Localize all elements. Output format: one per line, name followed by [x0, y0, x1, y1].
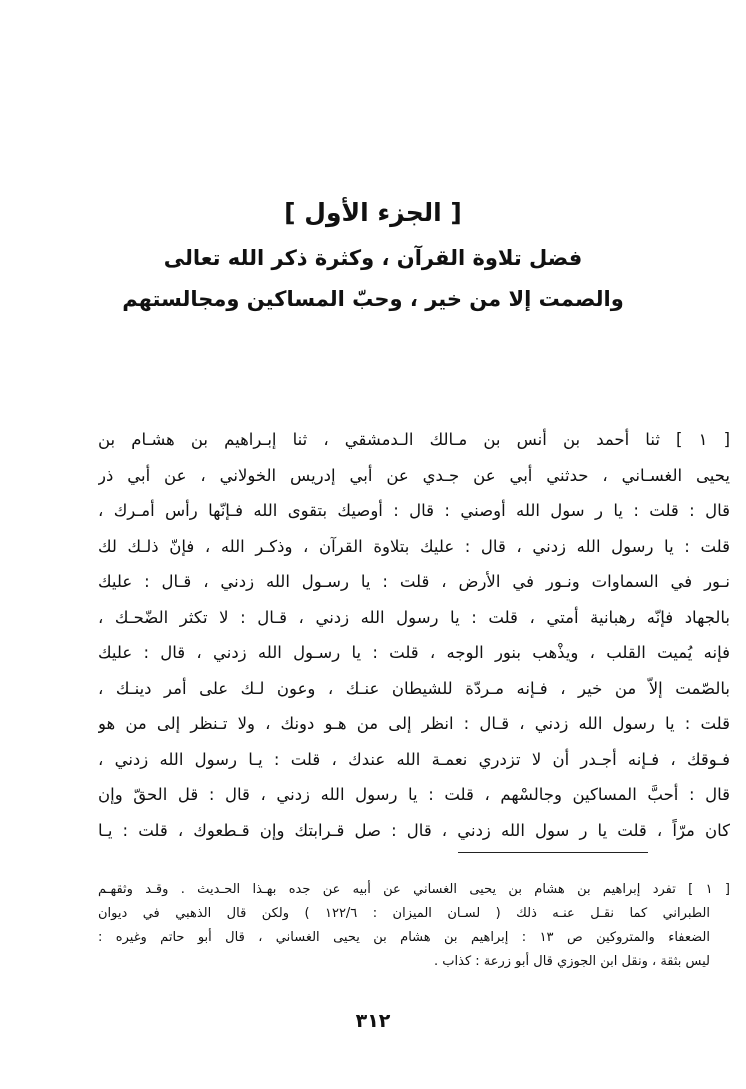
- chapter-heading-line-2: والصمت إلا من خير ، وحبّ المساكين ومجالستهم: [122, 287, 624, 311]
- text-line: فـوقك ، فـإنه أجـدر أن لا تزدري نعمـة الله عندك ، قلت : يـا رسول الله زدني ،: [98, 749, 730, 769]
- text-line: فإنه يُميت القلب ، ويذْهب بنور الوجه ، قلت : يا رسـول الله زدني ، قال : عليك: [98, 643, 730, 662]
- text-line: قال : قلت : يا ر سول الله أوصني : قال : أوصيك بتقوى الله فـإنّها رأس أمـرك ،: [98, 501, 730, 520]
- hadith-text: [98, 422, 730, 848]
- text-line: نـور في السماوات ونـور في الأرض ، قلت : يا رسـول الله زدني ، قـال : عليك: [98, 572, 730, 591]
- footnote-line: [ ١ ] تفرد إبراهيم بن هشام بن يحيى الغساني عن أبيه عن جده بهـذا الحـديث . وقـد وثقهـم: [98, 882, 730, 897]
- footnote-line: الضعفاء والمتروكين ص ١٣ : إبراهيم بن هشام بن يحيى الغساني ، قال أبو حاتم وغيره :: [98, 930, 710, 945]
- text-line: [ ١ ] ثنا أحمد بن أنس بن مـالك الـدمشقي ، ثنا إبـراهيم بن هشـام بن: [98, 430, 730, 449]
- chapter-heading-line-1: فضل تلاوة القرآن ، وكثرة ذكر الله تعالى: [163, 246, 583, 270]
- footnote-divider: [458, 852, 648, 853]
- footnote-line: ليس بثقة ، ونقل ابن الجوزي قال أبو زرعة : كذاب .: [434, 954, 710, 969]
- text-line: بالجهاد فإنّه رهبانية أمتي ، قلت : يا رسول الله زدني ، قـال : لا تكثر الضّحـك ،: [98, 607, 730, 627]
- text-line: يحيى الغسـاني ، حدثني أبي عن جـدي عن أبي إدريس الخولاني ، عن أبي ذر: [98, 465, 730, 485]
- text-line: قال : أحبَّ المساكين وجالسْهم ، قلت : يا رسول الله زدني ، قال : قل الحقّ وإن: [98, 785, 730, 804]
- footnote: [98, 878, 730, 974]
- part-title: [ الجزء الأول ]: [284, 198, 462, 227]
- text-line: قلت : يا رسول الله زدني ، قال : عليك بتلاوة القرآن ، وذكـر الله ، فإنّ ذلـك لك: [98, 536, 730, 556]
- footnote-line: الطبراني كما نقـل عنـه ذلك ( لسـان الميزان : ١٢٢/٦ ) ولكن قال الذهبي في ديوان: [98, 906, 710, 921]
- text-line: بالصّمت إلاّ من خير ، فـإنه مـردّة للشيطان عنـك ، وعون لـك على أمر دينـك ،: [98, 678, 730, 698]
- page-number: ٣١٢: [355, 1010, 391, 1032]
- text-line: كان مرّاً ، قلت يا ر سول الله زدني ، قال : صل قـرابتك وإن قـطعوك ، قلت : يـا: [98, 820, 730, 840]
- text-line: قلت : يا رسول الله زدني ، قـال : انظر إلى من هـو دونك ، ولا تـنظر إلى من هو: [98, 714, 730, 733]
